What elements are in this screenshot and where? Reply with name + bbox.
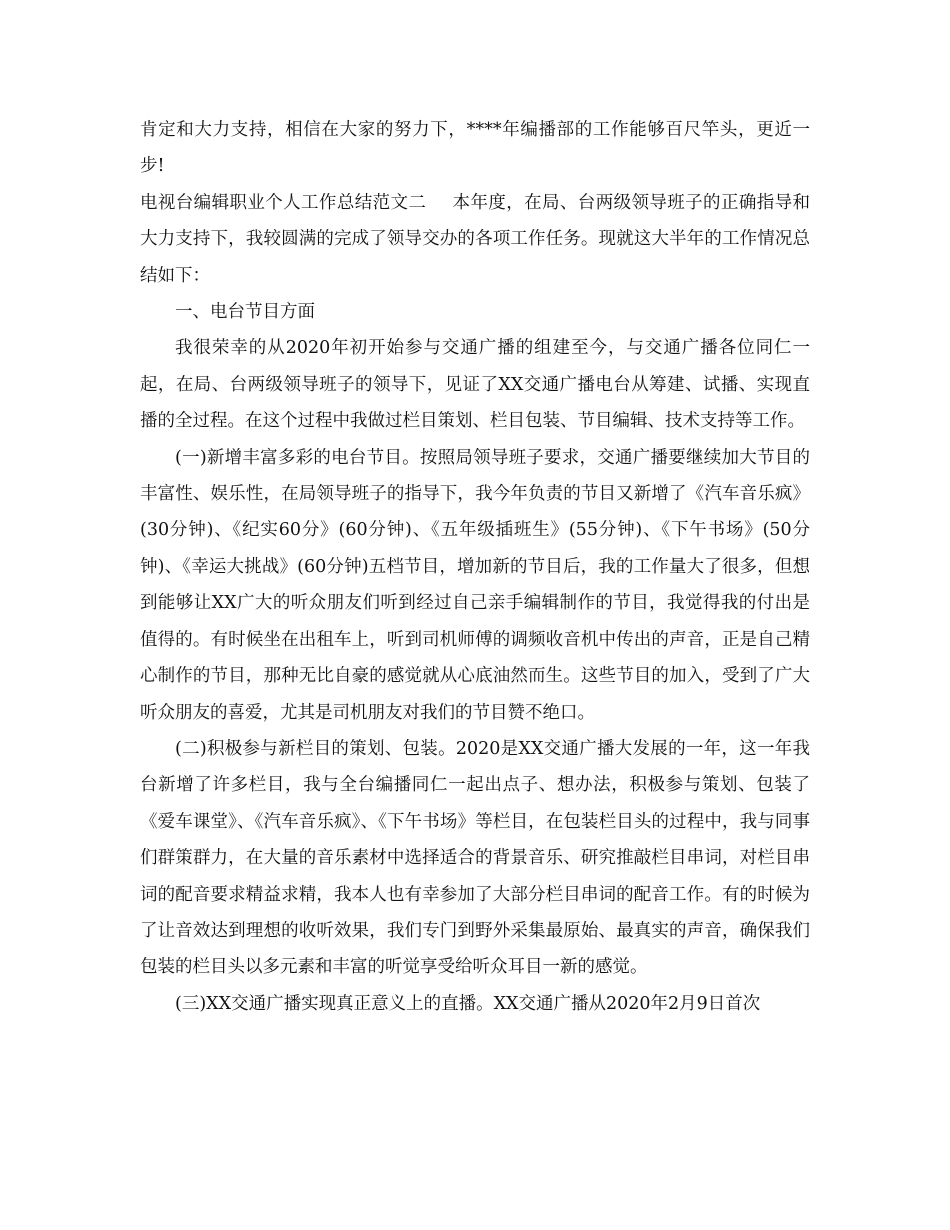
paragraph-section-intro <box>140 185 810 294</box>
paragraph-continuation: 肯定和大力支持，相信在大家的努力下，****年编播部的工作能够百尺竿头，更近一步! <box>140 120 810 177</box>
document-body <box>140 112 810 1022</box>
paragraph-column-planning: (二)积极参与新栏目的策划、包装。2020是XX交通广播大发展的一年，这一年我台新增了许多栏目，我与全台编播同仁一起出点子、想办法，积极参与策划、包装了《爱车课堂》、《汽车音乐疯》、《下午书场》等栏目，在包装栏目头的过程中，我与同事们群策群力，在大量的音乐素材中选择适合的背景音乐、研究推敲栏目串词，对栏目串词的配音要求精益求精，我本人也有幸参加了大部分栏目串词的配音工作。有的时候为了让音效达到理想的收听效果，我们专门到野外采集最原始、最真实的声音，确保我们包装的栏目头以多元素和丰富的听觉享受给听众耳目一新的感觉。 <box>140 738 810 978</box>
section-intro-text: 本年度，在局、台两级领导班子的正确指导和大力支持下，我较圆满的完成了领导交办的各项工作任务。现就这大半年的工作情况总结如下： <box>140 192 811 286</box>
section-title: 电视台编辑职业个人工作总结范文二 <box>140 192 427 213</box>
paragraph-live-broadcast: (三)XX交通广播实现真正意义上的直播。XX交通广播从2020年2月9日首次 <box>175 993 761 1014</box>
paragraph-new-programs: (一)新增丰富多彩的电台节目。按照局领导班子要求，交通广播要继续加大节目的丰富性、娱乐性，在局领导班子的指导下，我今年负责的节目又新增了《汽车音乐疯》(30分钟)、《纪实60分》(60分钟)、《五年级插班生》(55分钟)、《下午书场》(50分钟)、《幸运大挑战》(60分钟)五档节目，增加新的节目后，我的工作量大了很多，但想到能够让XX广大的听众朋友们听到经过自己亲手编辑制作的节目，我觉得我的付出是值得的。有时候坐在出租车上，听到司机师傅的调频收音机中传出的声音，正是自己精心制作的节目，那种无比自豪的感觉就从心底油然而生。这些节目的加入，受到了广大听众朋友的喜爱，尤其是司机朋友对我们的节目赞不绝口。 <box>140 447 810 723</box>
subheading-radio-programs: 一、电台节目方面 <box>175 302 315 323</box>
paragraph-participation: 我很荣幸的从2020年初开始参与交通广播的组建至今，与交通广播各位同仁一起，在局、台两级领导班子的领导下，见证了XX交通广播电台从筹建、试播、实现直播的全过程。在这个过程中我做过栏目策划、栏目包装、节目编辑、技术支持等工作。 <box>140 338 810 432</box>
